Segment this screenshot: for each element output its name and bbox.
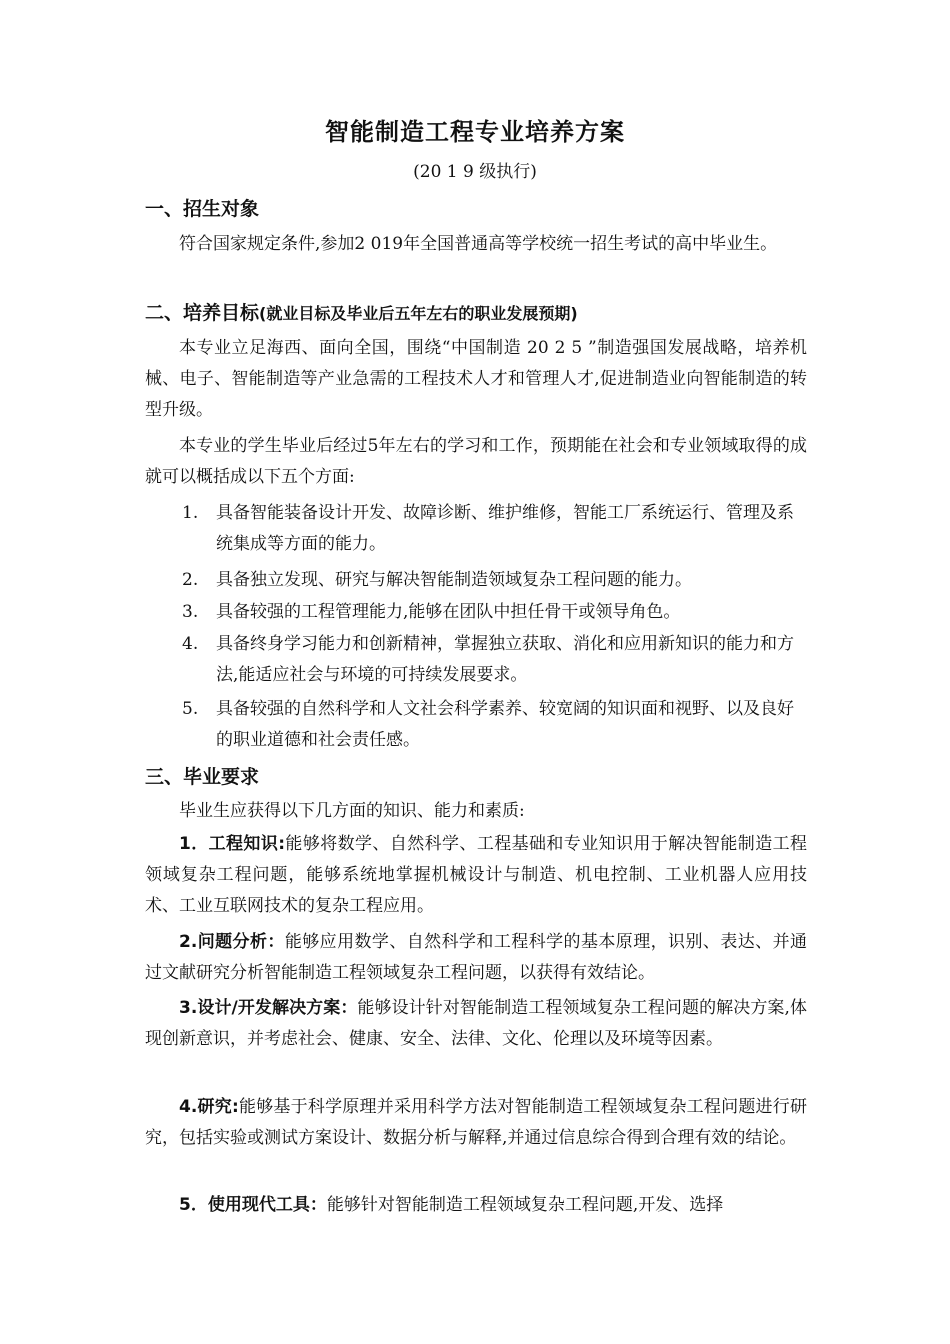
document-subtitle: (20 1 9 级执行)	[413, 162, 537, 182]
requirement-label: 1．工程知识:	[179, 834, 286, 854]
list-item	[182, 629, 807, 691]
requirement-item	[145, 1190, 807, 1221]
requirement-item	[145, 829, 807, 922]
section-heading-text: 一、招生对象	[145, 198, 260, 220]
requirement-label: 3.设计/开发解决方案：	[179, 998, 358, 1018]
section-heading-objectives	[145, 297, 578, 330]
requirement-text: 能够基于科学原理并采用科学方法对智能制造工程领域复杂工程问题进行研究，包括实验或测试方案设计、数据分析与解释,并通过信息综合得到合理有效的结论。	[145, 1097, 807, 1148]
list-item-number: 1.	[182, 503, 199, 523]
requirement-item	[145, 1092, 807, 1154]
list-item-text: 具备终身学习能力和创新精神，掌握独立获取、消化和应用新知识的能力和方法,能适应社会与环境的可持续发展要求。	[216, 634, 794, 685]
section-heading-requirements	[145, 761, 259, 793]
list-item	[182, 565, 807, 596]
list-item	[182, 694, 807, 756]
requirement-text: 能够应用数学、自然科学和工程科学的基本原理，识别、表达、并通过文献研究分析智能制造工程领域复杂工程问题，以获得有效结论。	[145, 932, 807, 983]
section-heading-text: 二、培养目标	[145, 302, 260, 324]
list-item-text: 具备智能装备设计开发、故障诊断、维护维修，智能工厂系统运行、管理及系统集成等方面的能力。	[216, 503, 794, 554]
requirement-label: 2.问题分析：	[179, 932, 285, 952]
objectives-paragraph-2: 本专业的学生毕业后经过5年左右的学习和工作，预期能在社会和专业领域取得的成就可以概括成以下五个方面:	[145, 436, 807, 487]
list-item	[182, 597, 807, 628]
list-item-number: 3.	[182, 602, 199, 622]
enrollment-paragraph: 符合国家规定条件,参加2 019年全国普通高等学校统一招生考试的高中毕业生。	[179, 234, 778, 254]
section-heading-text: 三、毕业要求	[145, 766, 260, 788]
list-item-text: 具备较强的工程管理能力,能够在团队中担任骨干或领导角色。	[216, 602, 681, 622]
list-item-text: 具备较强的自然科学和人文社会科学素养、较宽阔的知识面和视野、以及良好的职业道德和社会责任感。	[216, 699, 794, 750]
requirement-item	[145, 993, 807, 1055]
list-item	[182, 498, 807, 560]
requirement-text: 能够针对智能制造工程领域复杂工程问题,开发、选择	[326, 1195, 724, 1215]
requirement-label: 4.研究:	[179, 1097, 239, 1117]
requirement-item	[145, 927, 807, 989]
list-item-number: 5.	[182, 699, 199, 719]
requirements-intro: 毕业生应获得以下几方面的知识、能力和素质:	[179, 801, 525, 821]
requirement-text: 能够设计针对智能制造工程领域复杂工程问题的解决方案,体现创新意识，并考虑社会、健康、安全、法律、文化、伦理以及环境等因素。	[145, 998, 807, 1049]
list-item-number: 4.	[182, 634, 199, 654]
requirement-text: 能够将数学、自然科学、工程基础和专业知识用于解决智能制造工程领域复杂工程问题，能够系统地掌握机械设计与制造、机电控制、工业机器人应用技术、工业互联网技术的复杂工程应用。	[145, 834, 807, 916]
section-heading-note: (就业目标及毕业后五年左右的职业发展预期)	[259, 304, 578, 323]
section-heading-enrollment	[145, 193, 259, 225]
objectives-paragraph-1: 本专业立足海西、面向全国，围绕“中国制造 20 2 5 ”制造强国发展战略，培养机械、电子、智能制造等产业急需的工程技术人才和管理人才,促进制造业向智能制造的转型升级。	[145, 338, 807, 420]
list-item-number: 2.	[182, 570, 199, 590]
document-title: 智能制造工程专业培养方案	[325, 118, 625, 146]
list-item-text: 具备独立发现、研究与解决智能制造领域复杂工程问题的能力。	[216, 570, 692, 590]
requirement-label: 5．使用现代工具：	[179, 1195, 327, 1215]
